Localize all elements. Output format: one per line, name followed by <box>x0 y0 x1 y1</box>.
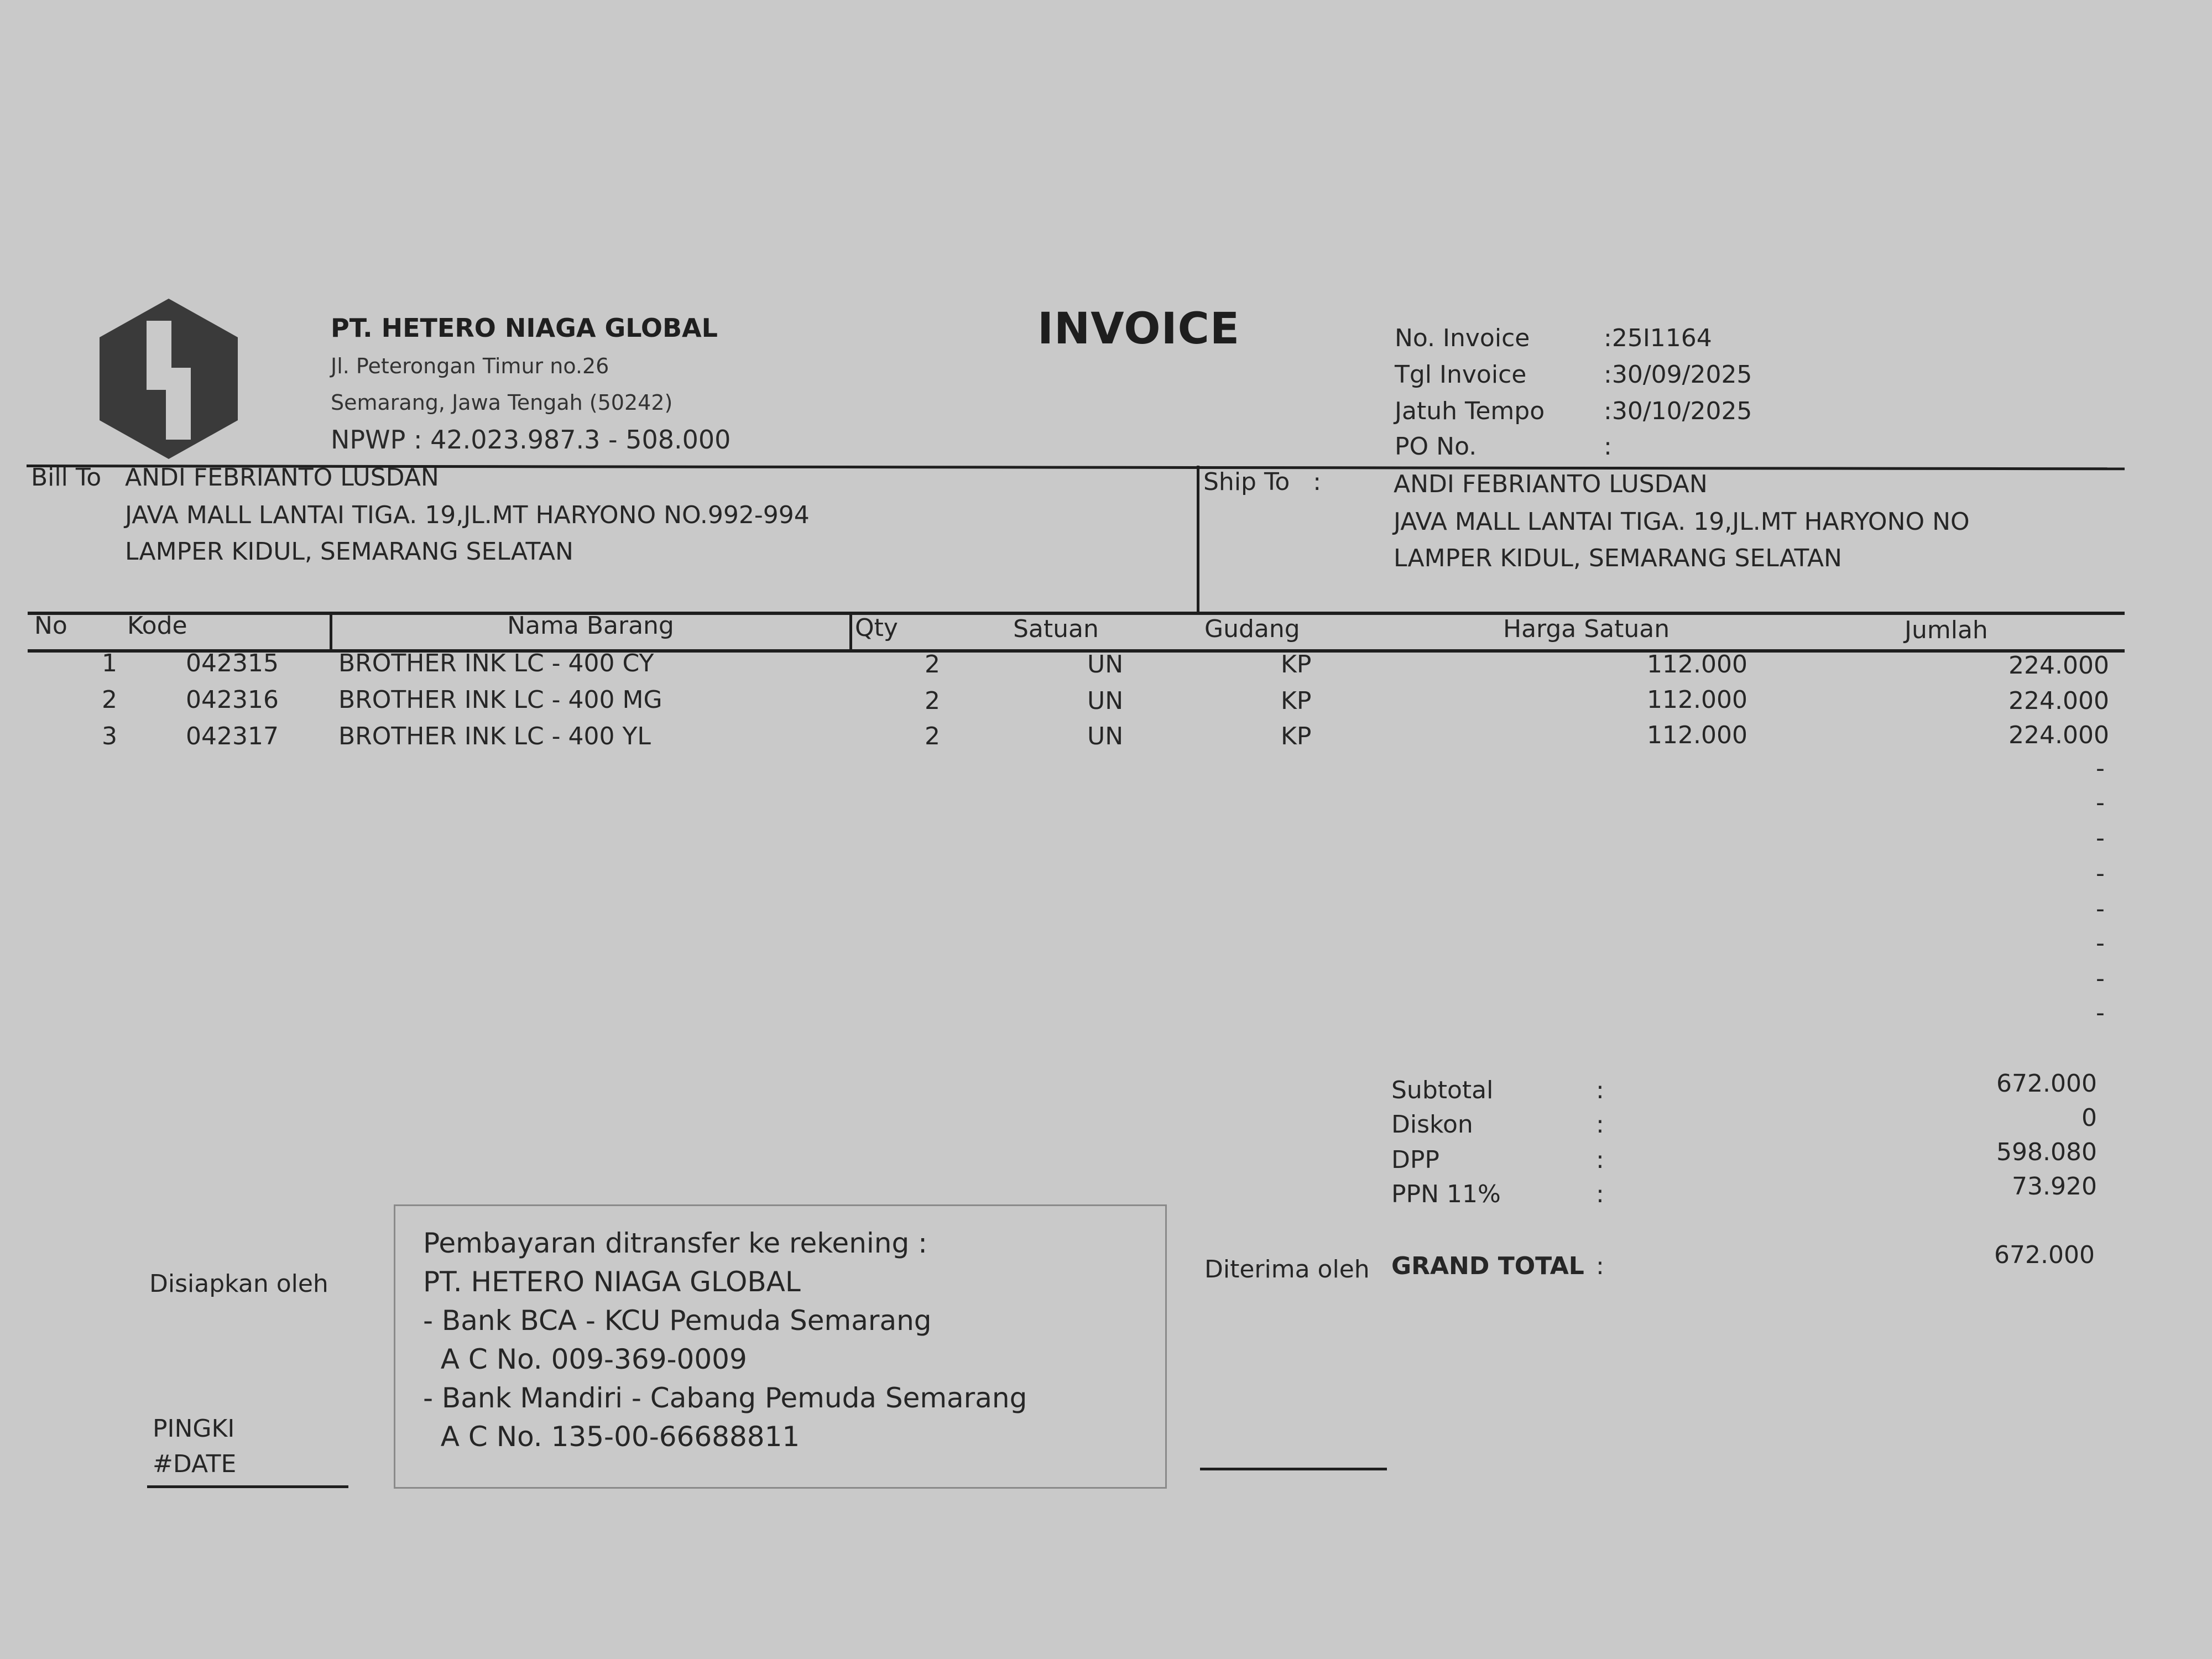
payment-line: PT. HETERO NIAGA GLOBAL <box>423 1266 801 1298</box>
company-address-1: Jl. Peterongan Timur no.26 <box>331 354 609 378</box>
grand-total-value: 672.000 <box>1994 1241 2095 1269</box>
cell-jumlah: 224.000 <box>2008 687 2109 715</box>
invoice-title: INVOICE <box>1037 304 1240 354</box>
header-kode: Kode <box>127 612 187 640</box>
cell-qty: 2 <box>925 687 940 715</box>
cell-kode: 042315 <box>186 649 279 677</box>
meta-label-invoice-no: No. Invoice <box>1395 324 1530 352</box>
payment-line: - Bank Mandiri - Cabang Pemuda Semarang <box>423 1382 1027 1414</box>
header-harga-satuan: Harga Satuan <box>1503 615 1670 643</box>
cell-satuan: UN <box>1087 650 1124 679</box>
grand-total-label: GRAND TOTAL <box>1391 1252 1584 1280</box>
dpp-value: 598.080 <box>1996 1138 2097 1166</box>
prepared-by-date: #DATE <box>153 1450 237 1478</box>
cell-harga: 112.000 <box>1647 721 1747 749</box>
bill-to-address-2: LAMPER KIDUL, SEMARANG SELATAN <box>125 538 573 566</box>
empty-row-mark: - <box>2096 824 2105 852</box>
ppn-value: 73.920 <box>2012 1172 2097 1201</box>
header-nama-barang: Nama Barang <box>507 612 674 640</box>
empty-row-mark: - <box>2096 929 2105 957</box>
meta-value-due-date: :30/10/2025 <box>1604 397 1752 425</box>
ppn-label: PPN 11% <box>1391 1180 1501 1208</box>
cell-satuan: UN <box>1087 722 1124 750</box>
ship-to-name: ANDI FEBRIANTO LUSDAN <box>1394 470 1708 498</box>
diskon-label: Diskon <box>1391 1110 1473 1139</box>
cell-nama: BROTHER INK LC - 400 MG <box>338 686 662 714</box>
company-address-2: Semarang, Jawa Tengah (50242) <box>331 390 673 415</box>
cell-nama: BROTHER INK LC - 400 YL <box>338 722 651 750</box>
payment-info-box <box>394 1204 1167 1489</box>
header-no: No <box>34 612 67 640</box>
diskon-colon: : <box>1596 1110 1604 1139</box>
cell-no: 2 <box>102 686 117 714</box>
cell-harga: 112.000 <box>1647 650 1747 679</box>
header-gudang: Gudang <box>1204 615 1300 643</box>
cell-harga: 112.000 <box>1647 686 1747 714</box>
meta-label-due-date: Jatuh Tempo <box>1395 397 1545 425</box>
cell-gudang: KP <box>1281 687 1312 715</box>
empty-row-mark: - <box>2096 895 2105 923</box>
empty-row-mark: - <box>2096 999 2105 1027</box>
header-satuan: Satuan <box>1013 615 1099 643</box>
prepared-by-label: Disiapkan oleh <box>149 1270 328 1298</box>
prepared-by-name: PINGKI <box>153 1415 235 1443</box>
cell-qty: 2 <box>925 650 940 679</box>
payment-line: A C No. 009-369-0009 <box>423 1343 747 1375</box>
bill-to-address-1: JAVA MALL LANTAI TIGA. 19,JL.MT HARYONO NO.992-994 <box>125 501 810 529</box>
company-name: PT. HETERO NIAGA GLOBAL <box>331 313 718 343</box>
meta-label-invoice-date: Tgl Invoice <box>1395 361 1527 389</box>
ship-to-address-2: LAMPER KIDUL, SEMARANG SELATAN <box>1394 544 1842 572</box>
ship-to-address-1: JAVA MALL LANTAI TIGA. 19,JL.MT HARYONO NO <box>1394 508 1970 536</box>
cell-qty: 2 <box>925 722 940 750</box>
dpp-label: DPP <box>1391 1146 1439 1174</box>
payment-line: - Bank BCA - KCU Pemuda Semarang <box>423 1305 932 1337</box>
subtotal-label: Subtotal <box>1391 1076 1494 1104</box>
cell-kode: 042317 <box>186 722 279 750</box>
payment-line: Pembayaran ditransfer ke rekening : <box>423 1227 927 1259</box>
company-npwp: NPWP : 42.023.987.3 - 508.000 <box>331 425 731 455</box>
signature-line-prepared <box>147 1485 348 1488</box>
payment-line: A C No. 135-00-66688811 <box>423 1421 800 1453</box>
empty-row-mark: - <box>2096 754 2105 782</box>
ppn-colon: : <box>1596 1180 1604 1208</box>
bill-to-name: ANDI FEBRIANTO LUSDAN <box>125 463 439 492</box>
dpp-colon: : <box>1596 1146 1604 1174</box>
cell-jumlah: 224.000 <box>2008 721 2109 749</box>
header-jumlah: Jumlah <box>1905 616 1988 644</box>
meta-label-po-no: PO No. <box>1395 432 1477 461</box>
meta-value-invoice-no: :25I1164 <box>1604 324 1712 352</box>
received-by-label: Diterima oleh <box>1204 1255 1370 1284</box>
empty-row-mark: - <box>2096 964 2105 993</box>
signature-line-received <box>1200 1468 1387 1470</box>
cell-jumlah: 224.000 <box>2008 651 2109 680</box>
cell-satuan: UN <box>1087 687 1124 715</box>
rule-address-divider <box>1197 466 1199 615</box>
cell-nama: BROTHER INK LC - 400 CY <box>338 649 654 677</box>
header-qty: Qty <box>855 614 898 642</box>
empty-row-mark: - <box>2096 859 2105 888</box>
empty-row-mark: - <box>2096 789 2105 817</box>
meta-value-invoice-date: :30/09/2025 <box>1604 361 1752 389</box>
subtotal-value: 672.000 <box>1996 1070 2097 1098</box>
bill-to-label: Bill To <box>31 463 102 492</box>
diskon-value: 0 <box>2081 1104 2097 1132</box>
cell-no: 1 <box>102 649 117 677</box>
meta-value-po-no: : <box>1604 432 1612 461</box>
grand-total-colon: : <box>1596 1252 1604 1280</box>
subtotal-colon: : <box>1596 1076 1604 1104</box>
cell-gudang: KP <box>1281 650 1312 679</box>
rule-col-nama-qty <box>849 614 852 651</box>
ship-to-label: Ship To : <box>1203 468 1322 496</box>
cell-kode: 042316 <box>186 686 279 714</box>
cell-no: 3 <box>102 722 117 750</box>
hexagon-h-logo-icon <box>94 296 243 462</box>
cell-gudang: KP <box>1281 722 1312 750</box>
